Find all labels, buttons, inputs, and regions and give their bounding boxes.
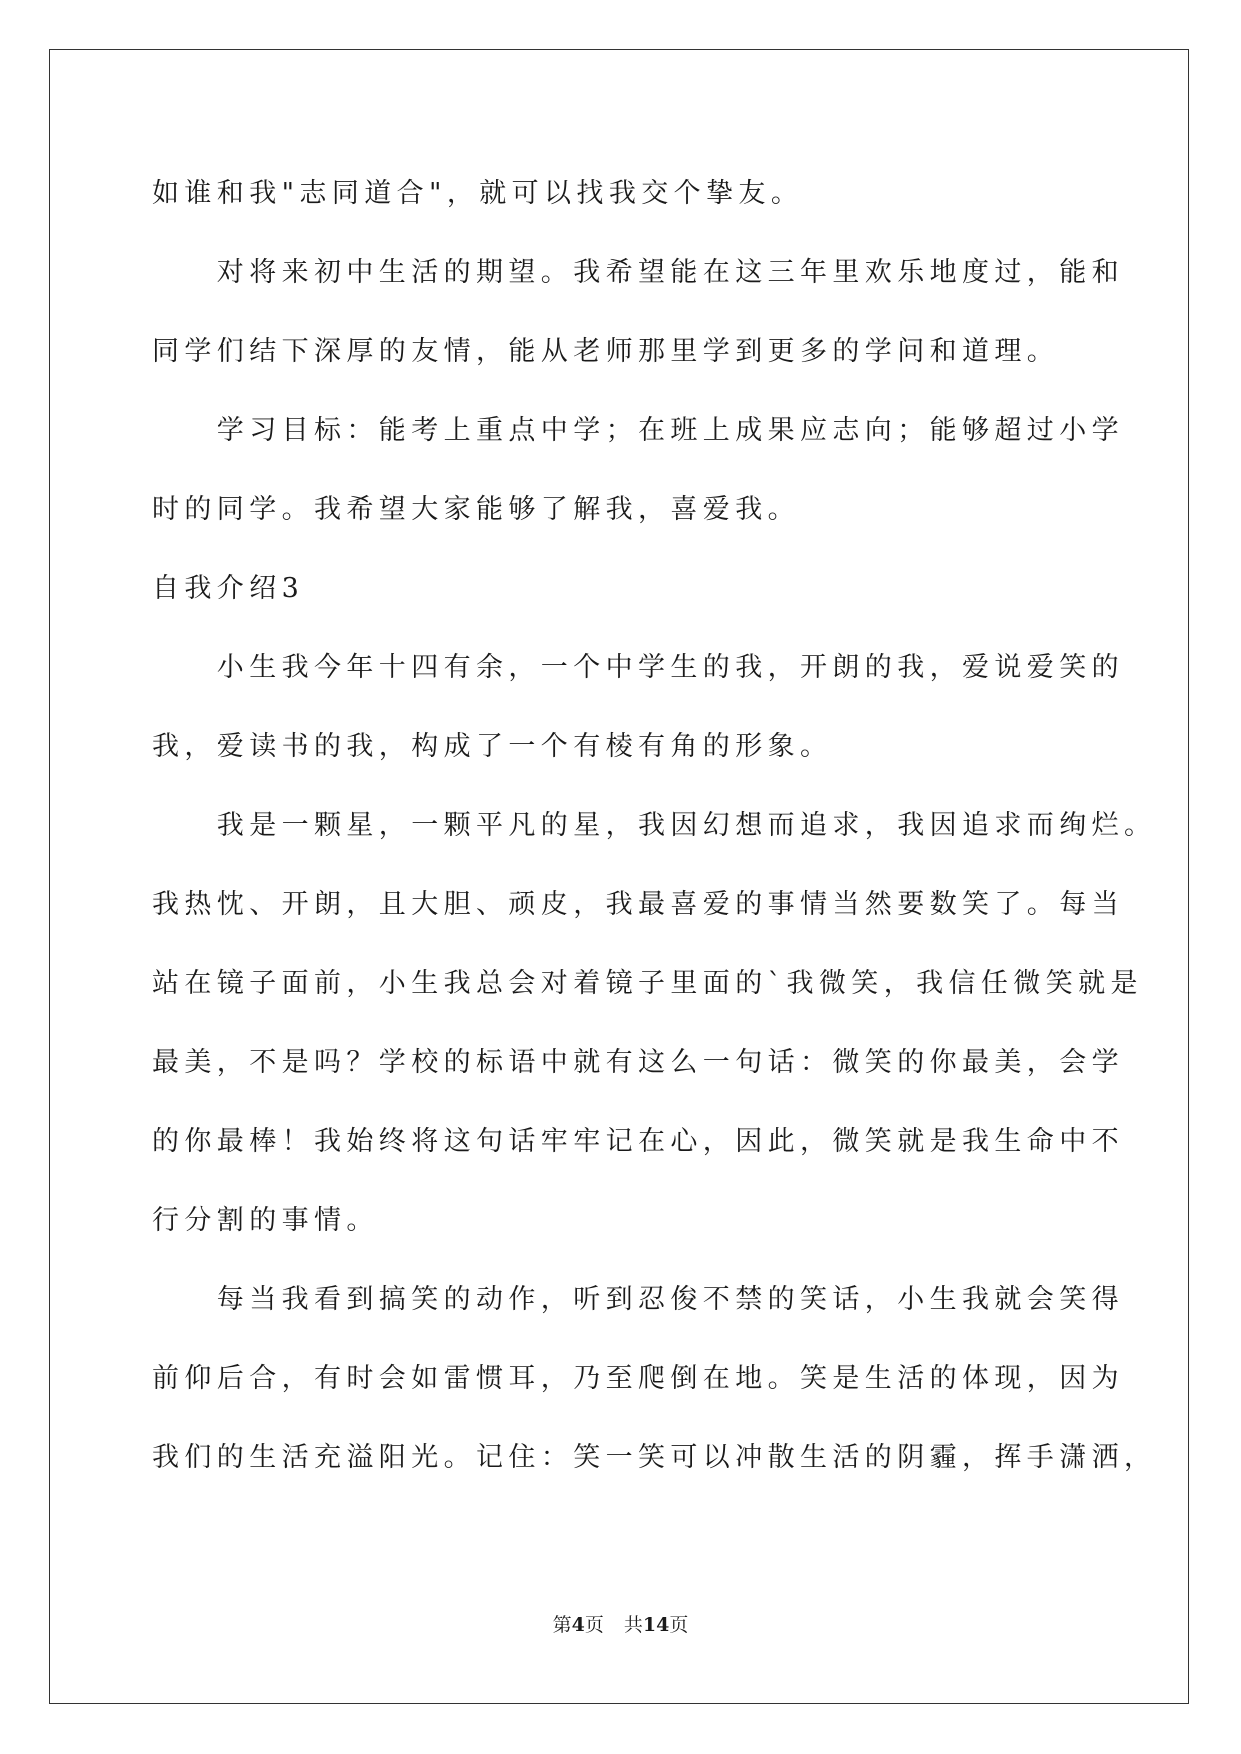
text-line: 站在镜子面前，小生我总会对着镜子里面的`我微笑，我信任微笑就是 — [152, 968, 1143, 999]
text-line: 前仰后合，有时会如雷惯耳，乃至爬倒在地。笑是生活的体现，因为 — [152, 1363, 1124, 1394]
text-line: 对将来初中生活的期望。我希望能在这三年里欢乐地度过，能和 — [152, 257, 1124, 288]
text-line: 学习目标：能考上重点中学；在班上成果应志向；能够超过小学 — [152, 415, 1124, 446]
text-line: 小生我今年十四有余，一个中学生的我，开朗的我，爱说爱笑的 — [152, 652, 1124, 683]
total-pages: 14 — [642, 1614, 670, 1636]
total-prefix: 共 — [623, 1614, 643, 1636]
page-number: 4 — [571, 1614, 585, 1636]
text-line: 我热忱、开朗，且大胆、顽皮，我最喜爱的事情当然要数笑了。每当 — [152, 889, 1124, 920]
text-line: 如谁和我"志同道合"，就可以找我交个挚友。 — [152, 178, 804, 209]
text-line: 我是一颗星，一颗平凡的星，我因幻想而追求，我因追求而绚烂。 — [152, 810, 1157, 841]
text-line: 每当我看到搞笑的动作，听到忍俊不禁的笑话，小生我就会笑得 — [152, 1284, 1124, 1315]
text-line: 我们的生活充溢阳光。记住：笑一笑可以冲散生活的阴霾，挥手潇洒， — [152, 1442, 1157, 1473]
page-suffix: 页 — [584, 1614, 604, 1636]
text-line: 时的同学。我希望大家能够了解我，喜爱我。 — [152, 494, 800, 525]
section-heading: 自我介绍3 — [152, 573, 305, 604]
text-line: 的你最棒！我始终将这句话牢牢记在心，因此，微笑就是我生命中不 — [152, 1126, 1124, 1157]
text-line: 最美，不是吗？学校的标语中就有这么一句话：微笑的你最美，会学 — [152, 1047, 1124, 1078]
text-line: 同学们结下深厚的友情，能从老师那里学到更多的学问和道理。 — [152, 336, 1060, 367]
text-line: 我，爱读书的我，构成了一个有棱有角的形象。 — [152, 731, 833, 762]
page-prefix: 第 — [552, 1614, 572, 1636]
page-footer — [0, 1613, 1241, 1637]
total-suffix: 页 — [669, 1614, 689, 1636]
text-line: 行分割的事情。 — [152, 1205, 379, 1236]
